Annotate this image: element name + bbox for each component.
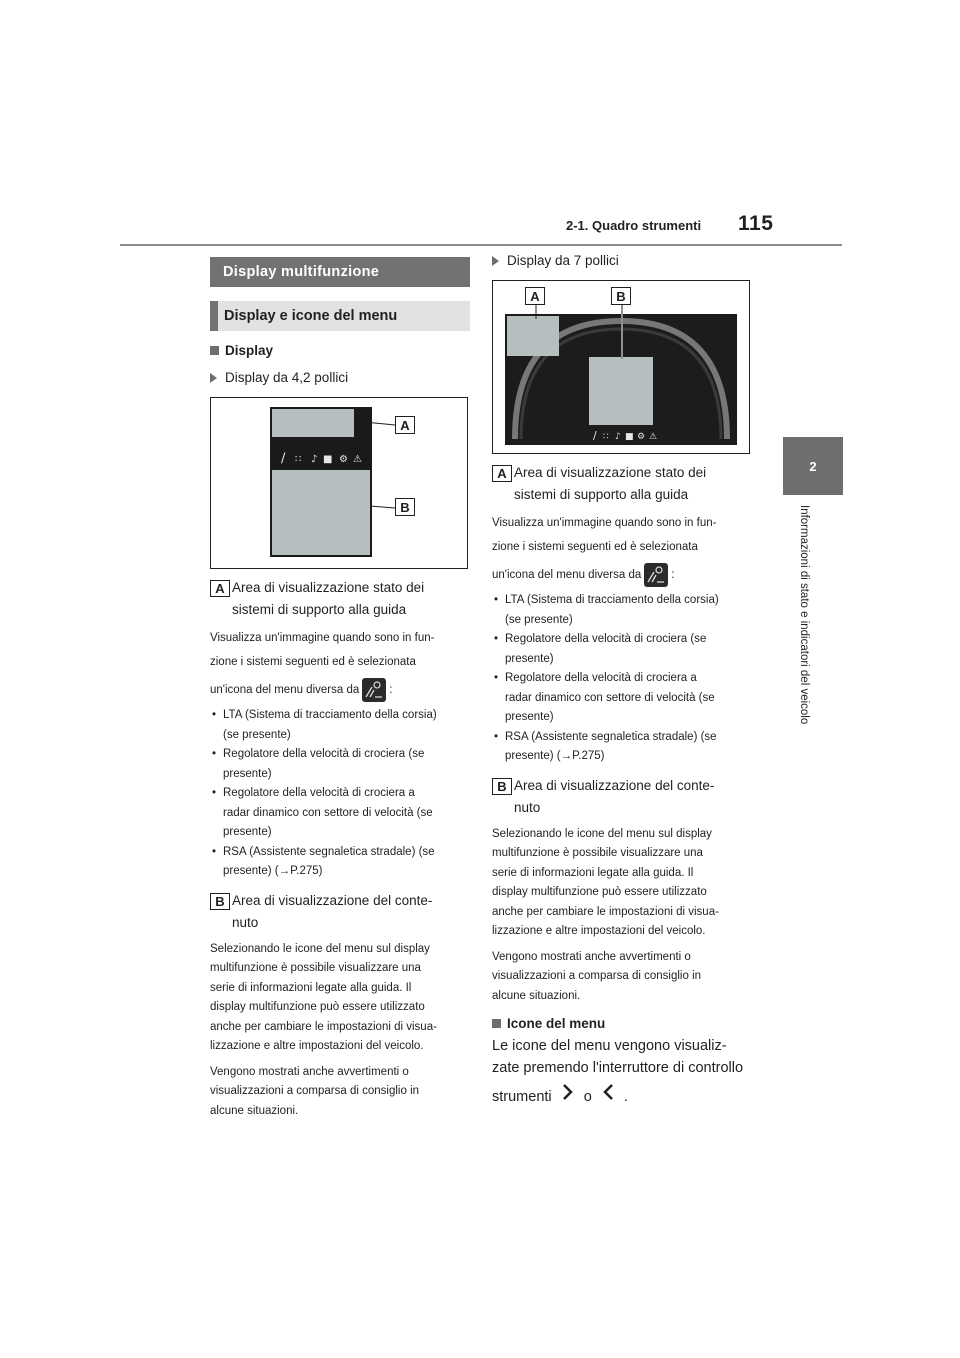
right-column [492, 253, 750, 1108]
vehicle-info-icon: ■ [323, 454, 333, 465]
area-a-label-box: A [492, 465, 512, 482]
area-b-label-box: B [492, 778, 512, 795]
body-line: alcune situazioni. [210, 1104, 299, 1117]
bullet-line: • LTA (Sistema di tracciamento della corsia) [505, 594, 719, 606]
figure-label-a: A [395, 416, 415, 434]
area-a-title-line2: sistemi di supporto alla guida [232, 602, 407, 617]
display-7-figure [492, 280, 750, 454]
display-42-line [210, 370, 470, 385]
display-42-illustration [211, 398, 469, 570]
bullet-line: radar dinamico con settore di velocità (se [223, 806, 433, 819]
section-banner: Display multifunzione [210, 257, 470, 287]
menu-icons-heading-text: Icone del menu [507, 1016, 606, 1031]
area-b-body [210, 940, 470, 1057]
chapter-title-vertical: Informazioni di stato e indicatori del veicolo [798, 505, 810, 725]
area-b-title [492, 775, 750, 819]
bullet-item [210, 784, 470, 843]
bullet-line: • LTA (Sistema di tracciamento della corsia) [223, 709, 437, 721]
triangle-bullet-icon [492, 256, 499, 266]
area-a-body [210, 629, 470, 702]
bullet-item [210, 745, 470, 784]
display-7-text: Display da 7 pollici [507, 253, 619, 268]
running-header-section: 2-1. Quadro strumenti [566, 218, 702, 233]
menu-icons-line3-mid: o [583, 1089, 592, 1105]
display-42-text: Display da 4,2 pollici [225, 370, 349, 385]
body-line: display multifunzione può essere utilizzato [492, 886, 707, 898]
bullet-line: presente) (→P.275) [223, 865, 323, 877]
bullet-line: (se presente) [505, 613, 573, 626]
body-line: anche per cambiare le impostazioni di visua- [210, 1020, 437, 1033]
audio-note-icon: ♪ [615, 432, 621, 442]
page-number: 115 [738, 212, 774, 235]
bullet-line: • Regolatore della velocità di crociera a [223, 787, 415, 799]
body-line: lizzazione e altre impostazioni del veicolo. [492, 925, 706, 937]
bullet-line: • Regolatore della velocità di crociera (se [223, 748, 425, 760]
bullet-line: presente) (→P.275) [505, 750, 605, 762]
left-column [210, 257, 470, 1121]
menu-icons-heading [492, 1016, 750, 1031]
bullet-item [492, 728, 750, 767]
bullet-item [492, 591, 750, 630]
bullet-line: (se presente) [223, 728, 291, 741]
area-b-title [210, 890, 470, 934]
audio-note-icon: ♪ [311, 454, 318, 465]
body-line: zione i sistemi seguenti ed è selezionata [492, 540, 698, 553]
eco-leaf-icon: ∕ [593, 429, 597, 442]
menu-icons-line1: Le icone del menu vengono visualiz- [492, 1038, 727, 1054]
area-b-placeholder [589, 357, 653, 425]
display-heading [210, 343, 470, 358]
driving-assist-menu-icon [644, 563, 668, 587]
area-a-placeholder [507, 316, 559, 356]
display-7-line [492, 253, 750, 268]
bullet-item [210, 706, 470, 745]
eco-leaf-icon: ∕ [281, 451, 286, 466]
bullet-line: • RSA (Assistente segnaletica stradale) (se [505, 730, 717, 743]
bullet-line: presente) [505, 652, 554, 665]
body-line: Selezionando le icone del menu sul display [210, 942, 430, 955]
display-42-figure [210, 397, 468, 569]
area-b-title-line1: Area di visualizzazione del conte- [232, 892, 433, 908]
bullet-line: • RSA (Assistente segnaletica stradale) (se [223, 845, 435, 858]
display-7-illustration [493, 281, 750, 454]
area-b-title-line2: nuto [232, 914, 259, 930]
area-a-title [492, 462, 750, 506]
body-line: lizzazione e altre impostazioni del veicolo. [210, 1040, 424, 1052]
body-line: visualizzazioni a comparsa di consiglio in [210, 1085, 420, 1097]
driving-assist-menu-icon [362, 678, 386, 702]
bullet-line: presente) [223, 826, 272, 838]
area-a-title [210, 577, 470, 621]
settings-gear-icon: ⚙ [637, 432, 646, 442]
bullet-item [492, 630, 750, 669]
bullet-item [492, 669, 750, 728]
area-b-title-line1: Area di visualizzazione del conte- [514, 777, 715, 793]
body-line-with-icon [210, 678, 470, 702]
area-a-title-line1: Area di visualizzazione stato dei [514, 465, 707, 480]
chevron-right-icon [562, 1083, 574, 1108]
bullet-item [210, 843, 470, 882]
body-line: multifunzione è possibile visualizzare una [492, 847, 703, 859]
area-b-body-2 [492, 948, 750, 1007]
body-line: visualizzazioni a comparsa di consiglio in [492, 970, 702, 982]
area-a-label-box: A [210, 580, 230, 597]
square-bullet-icon [210, 346, 219, 355]
area-b-body [492, 825, 750, 942]
body-line: anche per cambiare le impostazioni di visua- [492, 905, 719, 918]
area-a-title-line1: Area di visualizzazione stato dei [232, 580, 425, 595]
body-line: display multifunzione può essere utilizzato [210, 1001, 425, 1013]
area-a-bullet-list [210, 706, 470, 882]
header-rule [120, 244, 842, 246]
bullet-line: presente) [505, 711, 554, 723]
chevron-left-icon [602, 1083, 614, 1108]
menu-icons-line3-pre: strumenti [492, 1089, 552, 1105]
area-a-body [492, 514, 750, 587]
sub-section-banner: Display e icone del menu [210, 301, 470, 331]
bullet-line: presente) [223, 767, 272, 780]
vehicle-info-icon: ■ [625, 432, 634, 442]
body-line-with-icon [492, 563, 750, 587]
menu-icons-text [492, 1035, 750, 1108]
area-a-bullet-list [492, 591, 750, 767]
bullet-line: radar dinamico con settore di velocità (se [505, 691, 715, 704]
body-line: un'icona del menu diversa da [492, 569, 642, 582]
triangle-bullet-icon [210, 373, 217, 383]
body-line: un'icona del menu diversa da [210, 684, 360, 697]
square-bullet-icon [492, 1019, 501, 1028]
warning-triangle-icon: ⚠ [353, 454, 362, 465]
settings-gear-icon: ⚙ [339, 454, 348, 465]
body-line: serie di informazioni legate alla guida. Il [210, 981, 412, 994]
figure-label-b: B [395, 498, 415, 516]
body-line: alcune situazioni. [492, 989, 581, 1002]
body-line: zione i sistemi seguenti ed è selezionata [210, 655, 416, 668]
area-b-body-2 [210, 1063, 470, 1122]
body-line: : [389, 684, 393, 697]
menu-icons-line3-post: . [623, 1089, 628, 1105]
area-a-placeholder [272, 409, 354, 437]
body-line: serie di informazioni legate alla guida. Il [492, 866, 694, 879]
bullet-line: • Regolatore della velocità di crociera (se [505, 633, 707, 645]
display-heading-text: Display [225, 343, 274, 358]
bullet-line: • Regolatore della velocità di crociera a [505, 672, 697, 684]
body-line: Visualizza un'immagine quando sono in fun- [492, 517, 717, 529]
area-a-title-line2: sistemi di supporto alla guida [514, 487, 689, 502]
driving-assist-icon: ∷ [295, 454, 302, 465]
figure-label-b: B [611, 287, 631, 305]
body-line: : [671, 569, 675, 582]
chapter-tab: 2 [783, 437, 843, 495]
body-line: Selezionando le icone del menu sul display [492, 827, 712, 840]
menu-icons-line3 [492, 1083, 750, 1108]
body-line: Visualizza un'immagine quando sono in fun- [210, 632, 435, 644]
area-b-label-box: B [210, 893, 230, 910]
area-b-title-line2: nuto [514, 799, 541, 815]
menu-icons-line2: zate premendo l'interruttore di controllo [492, 1060, 744, 1076]
area-b-placeholder [272, 470, 370, 555]
warning-triangle-icon: ⚠ [649, 432, 658, 442]
body-line: Vengono mostrati anche avvertimenti o [492, 950, 691, 963]
body-line: Vengono mostrati anche avvertimenti o [210, 1065, 409, 1078]
body-line: multifunzione è possibile visualizzare una [210, 962, 421, 974]
figure-label-a: A [525, 287, 545, 305]
driving-assist-icon: ∷ [603, 432, 609, 442]
